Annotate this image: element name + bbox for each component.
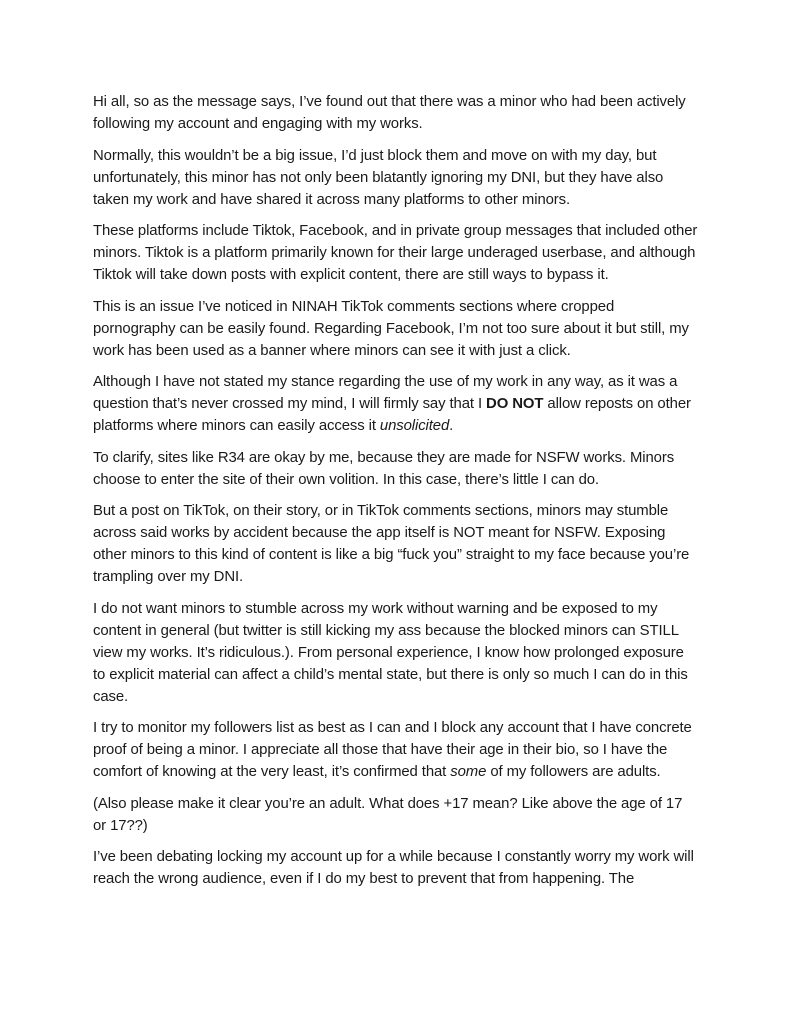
paragraph-2: Normally, this wouldn’t be a big issue, I’d just block them and move on with my day, but unfortunately, this minor has not only been blatantly ignoring my DNI, but they have also taken my work and have shared it across many platforms to other minors.	[93, 147, 664, 208]
paragraph-10: (Also please make it clear you’re an adult. What does +17 mean? Like above the age of 17 or 17??)	[93, 795, 683, 834]
paragraph-1: Hi all, so as the message says, I’ve found out that there was a minor who had been actively following my account and engaging with my works.	[93, 94, 686, 132]
paragraph-9-text-start: I try to monitor my followers list as best as I can and I block any account that I have concrete proof of being a minor. I appreciate all those that have their age in their bio, so I have the comfort of knowing at the very least, it’s confirmed that	[93, 720, 692, 780]
paragraph-11: I’ve been debating locking my account up for a while because I constantly worry my work will reach the wrong audience, even if I do my best to prevent that from happening. The	[93, 849, 694, 887]
document-body	[93, 91, 699, 900]
paragraph-5-text-start: Although I have not stated my stance regarding the use of my work in any way, as it was a question that’s never crossed my mind, I will firmly say that I	[93, 374, 678, 412]
paragraph-4: This is an issue I’ve noticed in NINAH TikTok comments sections where cropped pornography can be easily found. Regarding Facebook, I’m not too sure about it but still, my work has been used as a banner where minors can see it with just a click.	[93, 298, 689, 359]
emphasis-do-not: DO NOT	[486, 396, 544, 412]
paragraph-6: To clarify, sites like R34 are okay by me, because they are made for NSFW works. Minors choose to enter the site of their own volition. In this case, there’s little I can do.	[93, 449, 675, 488]
paragraph-9-text-end: of my followers are adults.	[486, 764, 661, 780]
paragraph-5-text-middle: allow reposts on other platforms where minors can easily access it	[93, 396, 691, 434]
paragraph-5	[93, 371, 699, 437]
emphasis-some: some	[450, 764, 487, 780]
paragraph-8: I do not want minors to stumble across my work without warning and be exposed to my content in general (but twitter is still kicking my ass because the blocked minors can STILL view my works. It’s ridiculous.). From personal experience, I know how prolonged exposure to explicit material can affect a child’s mental state, but there is only so much I can do in this case.	[93, 600, 688, 705]
paragraph-3: These platforms include Tiktok, Facebook, and in private group messages that included other minors. Tiktok is a platform primarily known for their large underaged userbase, and although Tiktok will take down posts with explicit content, there are still ways to bypass it.	[93, 223, 698, 283]
paragraph-9	[93, 717, 699, 783]
paragraph-5-text-end: .	[449, 418, 454, 434]
emphasis-unsolicited: unsolicited	[379, 418, 450, 434]
paragraph-7: But a post on TikTok, on their story, or in TikTok comments sections, minors may stumble across said works by accident because the app itself is NOT meant for NSFW. Exposing other minors to this kind of content is like a big “fuck you” straight to my face because you’re trampling over my DNI.	[93, 503, 690, 585]
